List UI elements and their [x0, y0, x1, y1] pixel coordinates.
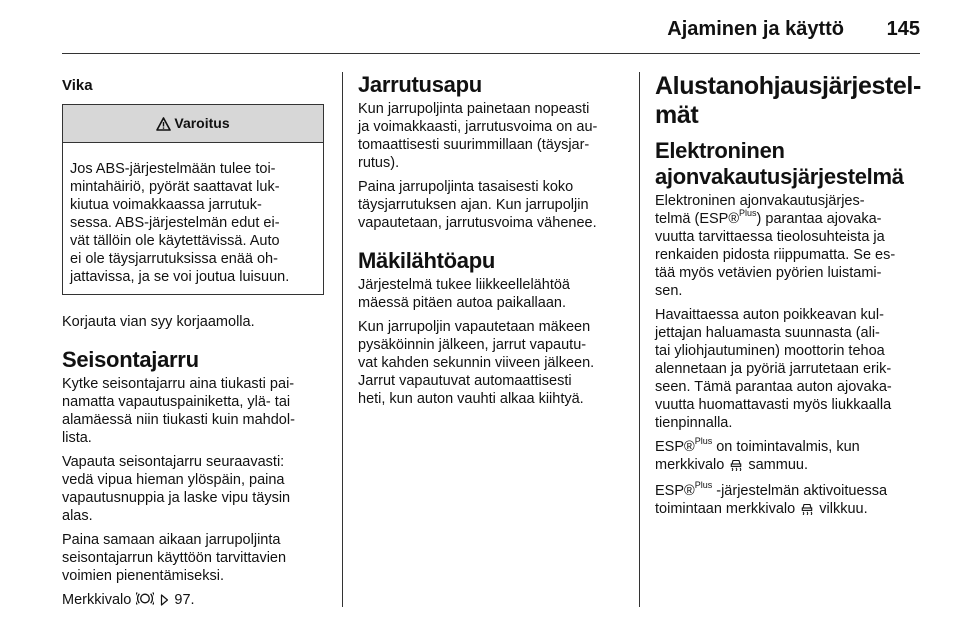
- header-rule: [62, 53, 920, 54]
- reference-page: 97.: [174, 592, 195, 608]
- esp-skid-car-icon: [729, 456, 743, 476]
- middle-column: [358, 72, 628, 414]
- esp-paragraph-1: Elektroninen ajonvakautusjärjes- telmä (ESP®$^{Plus}$) parantaa ajovaka- vuutta tarvittaessa tieolosuhteista ja renkaiden pidosta riippumatta. Se es- tää myös vetävien pyörien luistami- sen.: [655, 193, 896, 299]
- fault-heading: Vika: [62, 77, 93, 94]
- left-column: [62, 72, 324, 617]
- brake-assist-paragraph-2: Paina jarrupoljinta tasaisesti koko täysjarrutuksen ajan. Kun jarrupoljin vapautetaan, jarrutusvoima vähenee.: [358, 179, 597, 231]
- warning-line: jattavissa, ja se voi joutua luisuun.: [70, 269, 290, 285]
- warning-line: vät tällöin ole käytettävissä. Auto: [70, 233, 280, 249]
- parking-brake-lamp-icon: [136, 591, 154, 611]
- esp-paragraph-4: ESP®$^{Plus}$ -järjestelmän aktivoituessa toimintaan merkkivalo vilkkuu.: [655, 482, 923, 520]
- warning-line: ei ole täysjarrutuksissa enää oh-: [70, 251, 278, 267]
- warning-triangle-icon: [156, 108, 171, 145]
- warning-line: kiutua voimakkaassa jarrutuk-: [70, 197, 262, 213]
- chassis-control-heading: Alustanohjausjärjestel- mät: [655, 72, 921, 129]
- esp-paragraph-3: ESP®$^{Plus}$ on toimintavalmis, kun merkkivalo sammuu.: [655, 438, 923, 476]
- esp-heading: Elektroninen ajonvakautusjärjestelmä: [655, 138, 904, 189]
- parking-brake-paragraph-3: Paina samaan aikaan jarrupoljinta seisontajarrun käyttöön tarvittavien voimien pienentämiseksi.: [62, 532, 287, 584]
- parking-brake-paragraph-1: Kytke seisontajarru aina tiukasti pai- namatta vapautuspainiketta, ylä- tai alamäessä niin tiukasti kuin mahdol- lista.: [62, 376, 295, 446]
- repair-text: Korjauta vian syy korjaamolla.: [62, 314, 255, 330]
- column-divider-2: [639, 72, 640, 607]
- esp-skid-car-icon: [800, 500, 814, 520]
- esp-paragraph-2: Havaittaessa auton poikkeavan kul- jettajan haluamasta suunnasta (ali- tai yliohjautuminen) moottorin tehoa alennetaan ja pyöriä jarrutetaan erik- seen. Tämä parantaa auton ajovaka- vuutta huomattavasti myös liukkaalla tienpinnalla.: [655, 307, 892, 431]
- indicator-reference: Merkkivalo 97.: [62, 591, 324, 611]
- warning-title: Varoitus: [174, 115, 230, 131]
- hill-start-assist-heading: Mäkilähtöapu: [358, 248, 495, 273]
- warning-line: mintahäiriö, pyörät saattavat luk-: [70, 179, 280, 195]
- brake-assist-paragraph-1: Kun jarrupoljinta painetaan nopeasti ja voimakkaasti, jarrutusvoima on au- tomaattisesti suurimmillaan (täysjar- rutus).: [358, 101, 598, 171]
- right-column: [655, 72, 923, 526]
- page-reference-arrow-icon: [160, 593, 169, 611]
- running-header-title: Ajaminen ja käyttö: [667, 18, 844, 40]
- page-header: [62, 0, 920, 54]
- page-number: 145: [886, 18, 920, 40]
- hill-start-paragraph-1: Järjestelmä tukee liikkeellelähtöä mäessä pitäen autoa paikallaan.: [358, 277, 570, 311]
- parking-brake-paragraph-2: Vapauta seisontajarru seuraavasti: vedä vipua hieman ylöspäin, paina vapautusnuppia ja laske vipu täysin alas.: [62, 454, 291, 524]
- brake-assist-heading: Jarrutusapu: [358, 72, 482, 97]
- warning-header: [63, 105, 323, 143]
- warning-line: sessa. ABS-järjestelmän edut ei-: [70, 215, 280, 231]
- parking-brake-heading: Seisontajarru: [62, 347, 199, 372]
- hill-start-paragraph-2: Kun jarrupoljin vapautetaan mäkeen pysäköinnin jälkeen, jarrut vapautu- vat kahden sekunnin viiveen jälkeen. Jarrut vapautuvat automaattisesti heti, kun auton vauhti alkaa kiihtyä.: [358, 319, 595, 407]
- warning-line: Jos ABS-järjestelmään tulee toi-: [70, 161, 276, 177]
- warning-body: [63, 143, 323, 294]
- column-divider-1: [342, 72, 343, 607]
- warning-box: [62, 104, 324, 295]
